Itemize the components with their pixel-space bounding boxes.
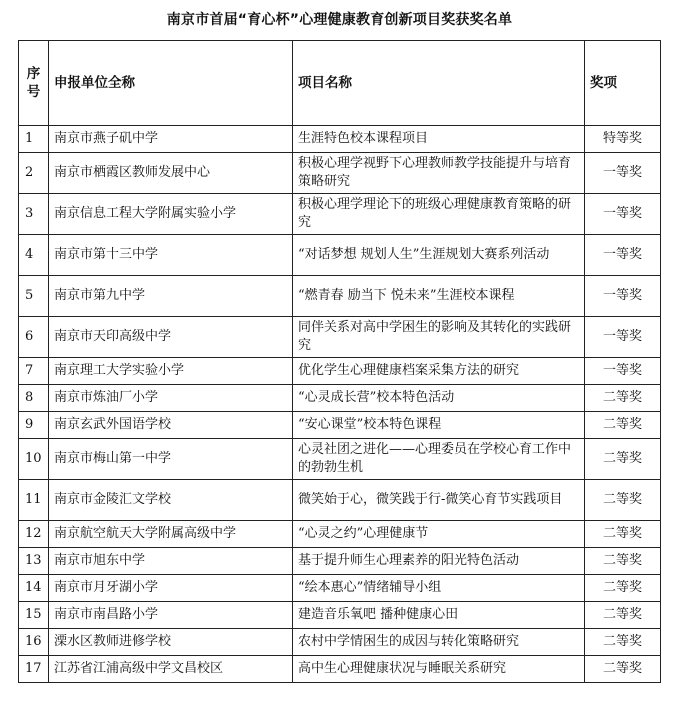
row-no: 10: [19, 439, 49, 480]
row-project: 建造音乐氧吧 播种健康心田: [293, 602, 585, 629]
row-award: 一等奖: [585, 358, 661, 385]
row-unit: 南京航空航天大学附属高级中学: [49, 521, 293, 548]
table-row: [19, 548, 661, 575]
row-no: 15: [19, 602, 49, 629]
table-row: [19, 439, 661, 480]
row-unit: 南京市第九中学: [49, 276, 293, 317]
row-project: 心灵社团之进化——心理委员在学校心育工作中的勃勃生机: [293, 439, 585, 480]
row-project: “心灵成长营”校本特色活动: [293, 385, 585, 412]
row-unit: 南京玄武外国语学校: [49, 412, 293, 439]
table-row: [19, 358, 661, 385]
table-row: [19, 602, 661, 629]
row-no: 3: [19, 194, 49, 235]
row-project: “绘本惠心”情绪辅导小组: [293, 575, 585, 602]
row-no: 12: [19, 521, 49, 548]
header-unit: 申报单位全称: [49, 41, 293, 126]
table-row: [19, 276, 661, 317]
row-award: 二等奖: [585, 656, 661, 683]
row-unit: 南京市燕子矶中学: [49, 126, 293, 153]
row-award: 二等奖: [585, 521, 661, 548]
row-unit: 南京信息工程大学附属实验小学: [49, 194, 293, 235]
row-award: 一等奖: [585, 317, 661, 358]
row-no: 6: [19, 317, 49, 358]
table-row: [19, 629, 661, 656]
row-project: 农村中学情困生的成因与转化策略研究: [293, 629, 585, 656]
row-no: 5: [19, 276, 49, 317]
row-project: 同伴关系对高中学困生的影响及其转化的实践研究: [293, 317, 585, 358]
row-no: 17: [19, 656, 49, 683]
table-row: [19, 412, 661, 439]
row-project: 生涯特色校本课程项目: [293, 126, 585, 153]
table-row: [19, 235, 661, 276]
row-project: “安心课堂”校本特色课程: [293, 412, 585, 439]
table-row: [19, 521, 661, 548]
row-no: 4: [19, 235, 49, 276]
row-no: 2: [19, 153, 49, 194]
row-unit: 南京市梅山第一中学: [49, 439, 293, 480]
row-project: 微笑始于心，微笑践于行-微笑心育节实践项目: [293, 480, 585, 521]
row-unit: 南京市旭东中学: [49, 548, 293, 575]
row-unit: 南京市月牙湖小学: [49, 575, 293, 602]
award-table: [18, 40, 661, 683]
row-award: 二等奖: [585, 548, 661, 575]
table-row: [19, 317, 661, 358]
table-row: [19, 480, 661, 521]
row-project: 积极心理学理论下的班级心理健康教育策略的研究: [293, 194, 585, 235]
row-project: 基于提升师生心理素养的阳光特色活动: [293, 548, 585, 575]
row-no: 7: [19, 358, 49, 385]
row-award: 二等奖: [585, 629, 661, 656]
row-unit: 江苏省江浦高级中学文昌校区: [49, 656, 293, 683]
row-project: 积极心理学视野下心理教师教学技能提升与培育策略研究: [293, 153, 585, 194]
row-no: 11: [19, 480, 49, 521]
table-header-row: [19, 41, 661, 126]
row-no: 8: [19, 385, 49, 412]
row-award: 一等奖: [585, 194, 661, 235]
row-project: “燃青春 励当下 悦未来”生涯校本课程: [293, 276, 585, 317]
table-row: [19, 575, 661, 602]
row-project: 优化学生心理健康档案采集方法的研究: [293, 358, 585, 385]
row-project: 高中生心理健康状况与睡眠关系研究: [293, 656, 585, 683]
row-award: 一等奖: [585, 153, 661, 194]
table-row: [19, 153, 661, 194]
row-no: 16: [19, 629, 49, 656]
header-project: 项目名称: [293, 41, 585, 126]
row-award: 二等奖: [585, 602, 661, 629]
row-unit: 溧水区教师进修学校: [49, 629, 293, 656]
row-no: 9: [19, 412, 49, 439]
row-unit: 南京市栖霞区教师发展中心: [49, 153, 293, 194]
row-unit: 南京市金陵汇文学校: [49, 480, 293, 521]
row-project: “心灵之约”心理健康节: [293, 521, 585, 548]
row-award: 二等奖: [585, 412, 661, 439]
table-row: [19, 385, 661, 412]
row-project: “对话梦想 规划人生”生涯规划大赛系列活动: [293, 235, 585, 276]
row-award: 二等奖: [585, 385, 661, 412]
row-no: 1: [19, 126, 49, 153]
row-unit: 南京市炼油厂小学: [49, 385, 293, 412]
header-award: 奖项: [585, 41, 661, 126]
row-award: 一等奖: [585, 235, 661, 276]
row-award: 二等奖: [585, 575, 661, 602]
row-no: 14: [19, 575, 49, 602]
row-no: 13: [19, 548, 49, 575]
table-row: [19, 656, 661, 683]
row-unit: 南京理工大学实验小学: [49, 358, 293, 385]
table-row: [19, 194, 661, 235]
row-award: 二等奖: [585, 480, 661, 521]
row-award: 特等奖: [585, 126, 661, 153]
table-row: [19, 126, 661, 153]
row-award: 一等奖: [585, 276, 661, 317]
row-award: 二等奖: [585, 439, 661, 480]
document-title: 南京市首届“育心杯”心理健康教育创新项目奖获奖名单: [166, 12, 513, 28]
row-unit: 南京市南昌路小学: [49, 602, 293, 629]
header-no: 序号: [19, 41, 49, 126]
row-unit: 南京市天印高级中学: [49, 317, 293, 358]
row-unit: 南京市第十三中学: [49, 235, 293, 276]
